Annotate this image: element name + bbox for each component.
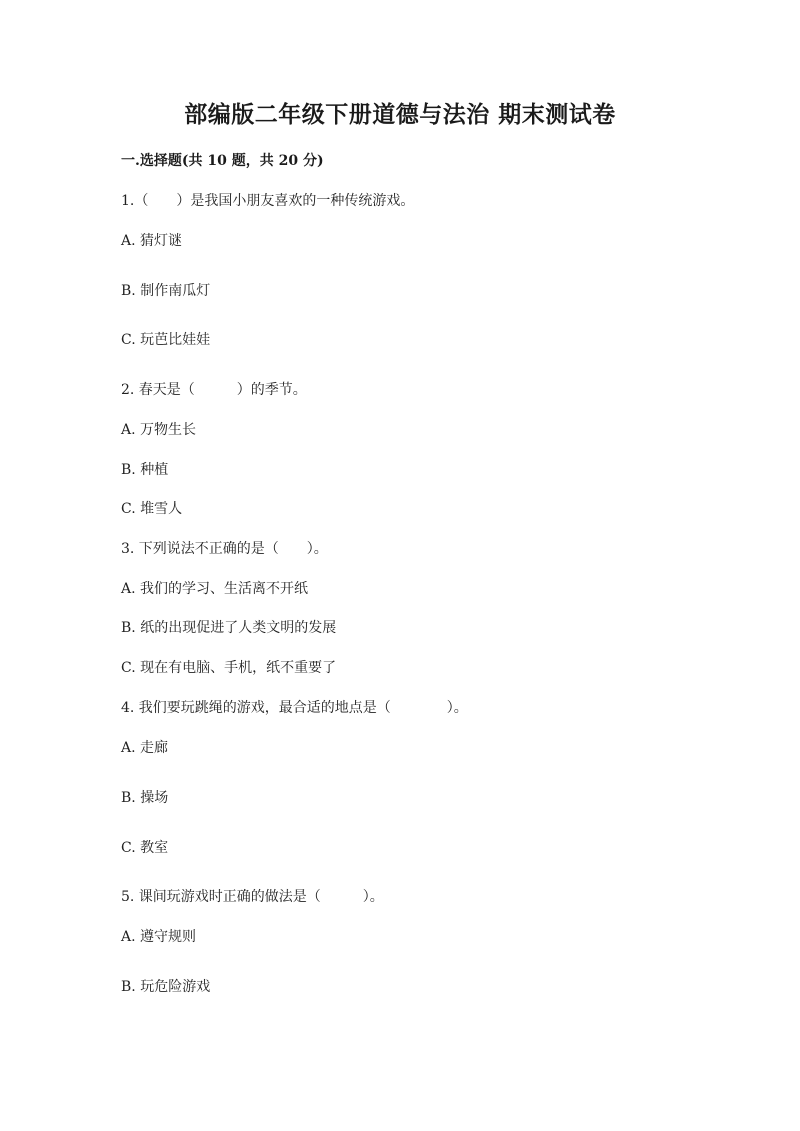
question-4-option-c: C. 教室 (121, 840, 169, 856)
question-2-option-b: B. 种植 (121, 462, 169, 478)
question-stem-4: 4. 我们要玩跳绳的游戏，最合适的地点是（ ）。 (121, 700, 468, 716)
question-2-option-c: C. 堆雪人 (121, 501, 183, 517)
question-4-option-a: A. 走廊 (121, 740, 169, 756)
question-stem-5: 5. 课间玩游戏时正确的做法是（ ）。 (121, 889, 384, 905)
page-title: 部编版二年级下册道德与法治 期末测试卷 (184, 101, 616, 128)
question-3-option-b: B. 纸的出现促进了人类文明的发展 (121, 620, 337, 636)
question-3-option-a: A. 我们的学习、生活离不开纸 (121, 581, 309, 597)
question-stem-3: 3. 下列说法不正确的是（ ）。 (121, 541, 328, 557)
question-2-option-a: A. 万物生长 (121, 422, 197, 438)
question-stem-1: 1.（ ）是我国小朋友喜欢的一种传统游戏。 (121, 193, 415, 209)
question-5-option-a: A. 遵守规则 (121, 929, 197, 945)
question-1-option-a: A. 猜灯谜 (121, 233, 183, 249)
question-1-option-c: C. 玩芭比娃娃 (121, 332, 211, 348)
question-stem-2: 2. 春天是（ ）的季节。 (121, 382, 307, 398)
question-5-option-b: B. 玩危险游戏 (121, 979, 211, 995)
question-4-option-b: B. 操场 (121, 790, 169, 806)
section-heading: 一.选择题(共 10 题，共 20 分) (121, 153, 324, 169)
question-3-option-c: C. 现在有电脑、手机，纸不重要了 (121, 660, 337, 676)
question-1-option-b: B. 制作南瓜灯 (121, 283, 211, 299)
